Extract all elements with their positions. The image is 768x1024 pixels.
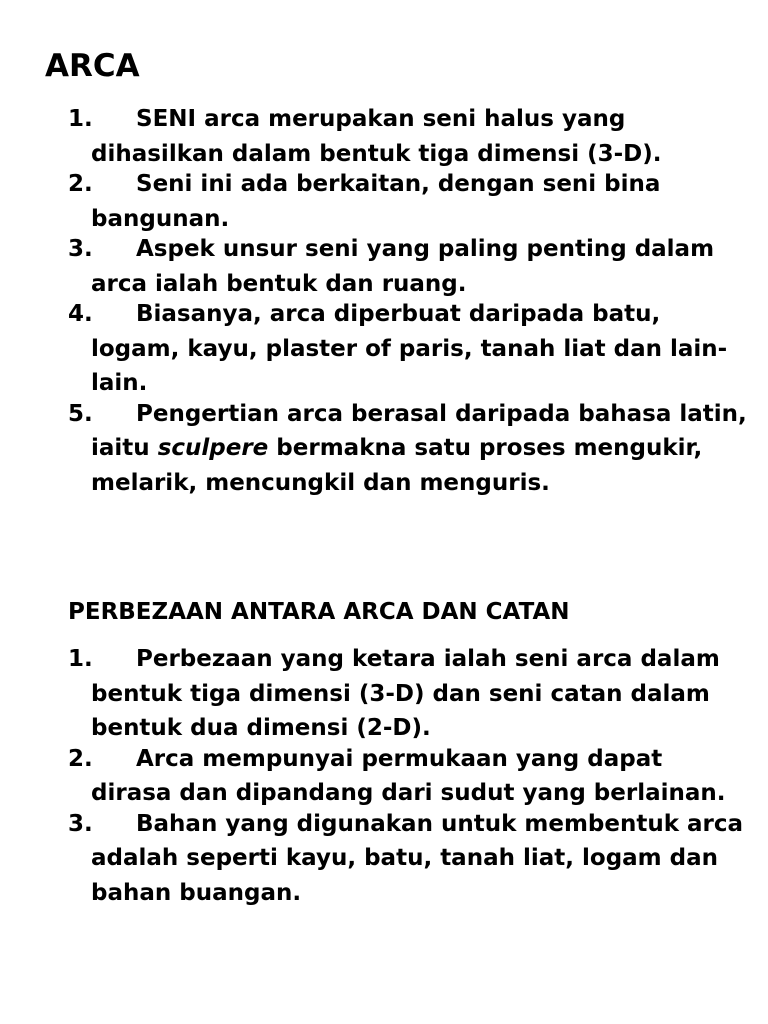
list-item-number: 3. [68, 236, 93, 262]
list-item-italic-term: sculpere [157, 435, 269, 461]
arca-list [68, 102, 748, 496]
list-item-text: Perbezaan yang ketara ialah seni arca dalam bentuk tiga dimensi (3-D) dan seni catan dalam bentuk dua dimensi (2-D). [91, 646, 720, 741]
perbezaan-list [68, 642, 748, 906]
list-item-number: 1. [68, 106, 93, 132]
list-item-text: Arca mempunyai permukaan yang dapat dirasa dan dipandang dari sudut yang berlainan. [91, 745, 726, 806]
list-item-number: 5. [68, 400, 93, 427]
list-item-number: 1. [68, 646, 93, 672]
list-item-text-before: Pengertian arca berasal daripada bahasa latin, iaitu [91, 400, 747, 461]
list-item-text: SENI arca merupakan seni halus yang dihasilkan dalam bentuk tiga dimensi (3-D). [91, 106, 662, 167]
list-item-number: 4. [68, 301, 93, 327]
list-item [68, 807, 748, 911]
list-item-number: 3. [68, 810, 93, 837]
list-item-number: 2. [68, 171, 93, 197]
list-item-text-after: bermakna satu proses mengukir, melarik, mencungkil dan menguris. [91, 435, 703, 496]
list-item-text: Biasanya, arca diperbuat daripada batu, logam, kayu, plaster of paris, tanah liat dan lain-lain. [91, 301, 728, 396]
section-heading: PERBEZAAN ANTARA ARCA DAN CATAN [68, 599, 570, 625]
list-item [68, 167, 748, 236]
list-item-text: Seni ini ada berkaitan, dengan seni bina bangunan. [91, 171, 661, 232]
list-item-number: 2. [68, 745, 93, 772]
list-item [68, 642, 748, 746]
list-item-text: Aspek unsur seni yang paling penting dalam arca ialah bentuk dan ruang. [91, 236, 715, 297]
list-item-text: Bahan yang digunakan untuk membentuk arca adalah seperti kayu, batu, tanah liat, logam dan bahan buangan. [91, 810, 744, 906]
list-item [68, 102, 748, 171]
list-item [68, 232, 748, 301]
list-item [68, 397, 748, 501]
list-item [68, 742, 748, 811]
page-title: ARCA [45, 48, 140, 84]
list-item [68, 297, 748, 401]
